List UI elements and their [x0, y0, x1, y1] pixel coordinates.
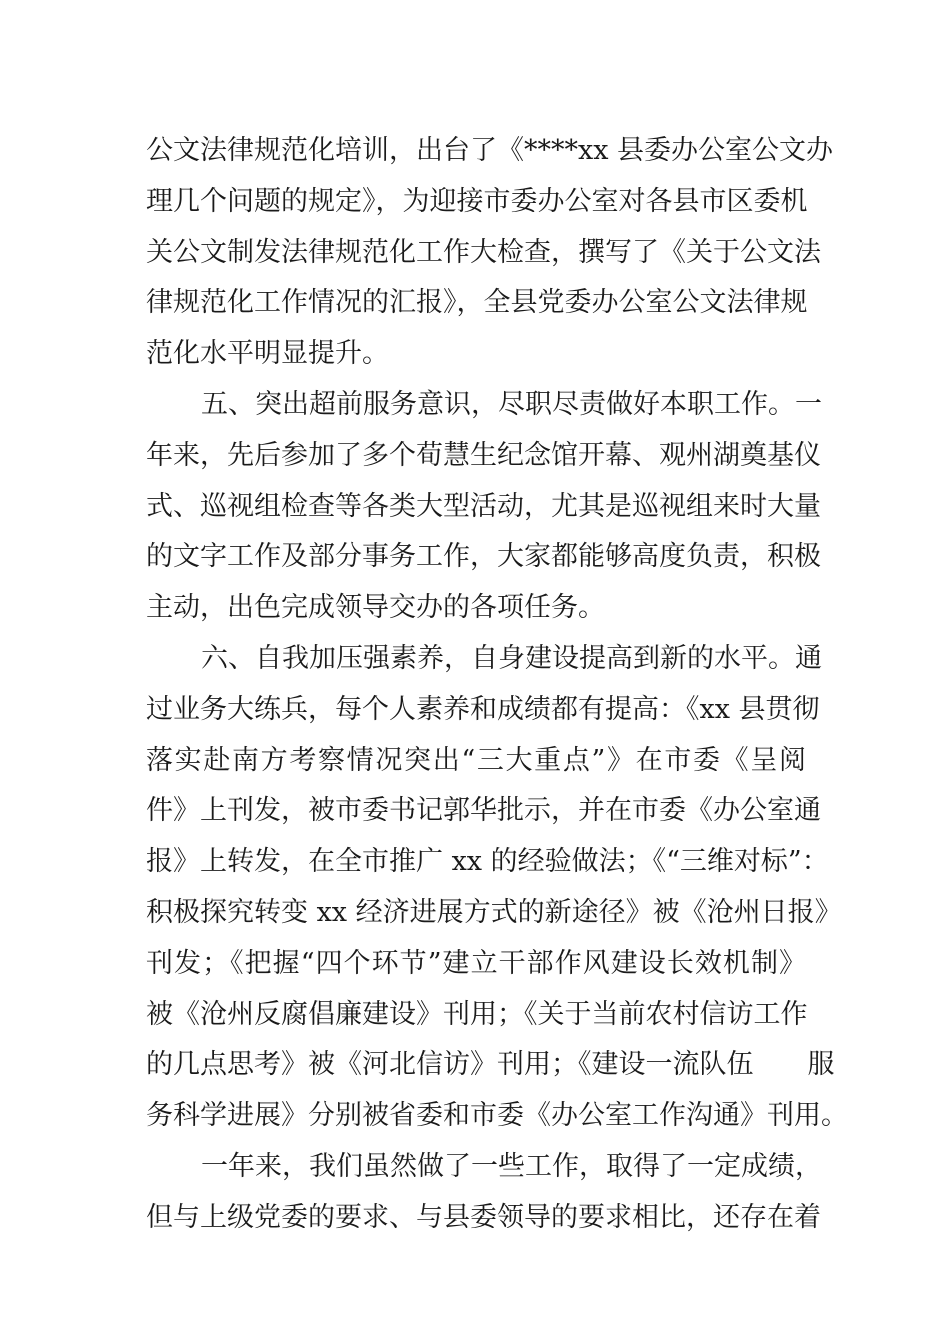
text-line: 公文法律规范化培训，出台了《****xx 县委办公室公文办	[146, 135, 834, 166]
document-body	[146, 126, 848, 1244]
paragraph-1	[146, 126, 834, 380]
paragraph-4	[146, 1142, 822, 1244]
text-line: 理几个问题的规定》，为迎接市委办公室对各县市区委机	[146, 185, 808, 217]
paragraph-2	[146, 380, 822, 634]
text-line: 六、自我加压强素养，自身建设提高到新的水平。通	[201, 642, 822, 674]
text-line: 式、巡视组检查等各类大型活动，尤其是巡视组来时大量	[146, 490, 821, 522]
text-line: 年来，先后参加了多个荀慧生纪念馆开幕、观州湖奠基仪	[146, 439, 821, 471]
text-line: 律规范化工作情况的汇报》，全县党委办公室公文法律规	[146, 287, 808, 319]
text-line: 务科学进展》分别被省委和市委《办公室工作沟通》刊用。	[146, 1100, 848, 1132]
text-line: 主动，出色完成领导交办的各项任务。	[146, 592, 605, 624]
text-line: 五、突出超前服务意识，尽职尽责做好本职工作。一	[201, 388, 822, 420]
text-line: 一年来，我们虽然做了一些工作，取得了一定成绩，	[201, 1150, 822, 1182]
text-line: 落实赴南方考察情况突出“三大重点”》在市委《呈阅	[146, 744, 806, 776]
text-line: 报》上转发，在全市推广 xx 的经验做法；《“三维对标”：	[146, 846, 829, 878]
paragraph-3	[146, 634, 848, 1142]
text-line: 的几点思考》被《河北信访》刊用；《建设一流队伍 服	[146, 1049, 835, 1081]
text-line: 但与上级党委的要求、与县委领导的要求相比，还存在着	[146, 1201, 821, 1233]
text-line: 刊发；《把握“四个环节”建立干部作风建设长效机制》	[146, 947, 806, 979]
text-line: 关公文制发法律规范化工作大检查，撰写了《关于公文法	[146, 236, 821, 268]
text-line: 的文字工作及部分事务工作，大家都能够高度负责，积极	[146, 541, 821, 573]
text-line: 件》上刊发，被市委书记郭华批示，并在市委《办公室通	[146, 795, 821, 827]
text-line: 过业务大练兵，每个人素养和成绩都有提高：《xx 县贯彻	[146, 693, 820, 725]
text-line: 范化水平明显提升。	[146, 338, 389, 370]
text-line: 积极探究转变 xx 经济进展方式的新途径》被《沧州日报》	[146, 896, 842, 928]
text-line: 被《沧州反腐倡廉建设》刊用；《关于当前农村信访工作	[146, 998, 808, 1030]
